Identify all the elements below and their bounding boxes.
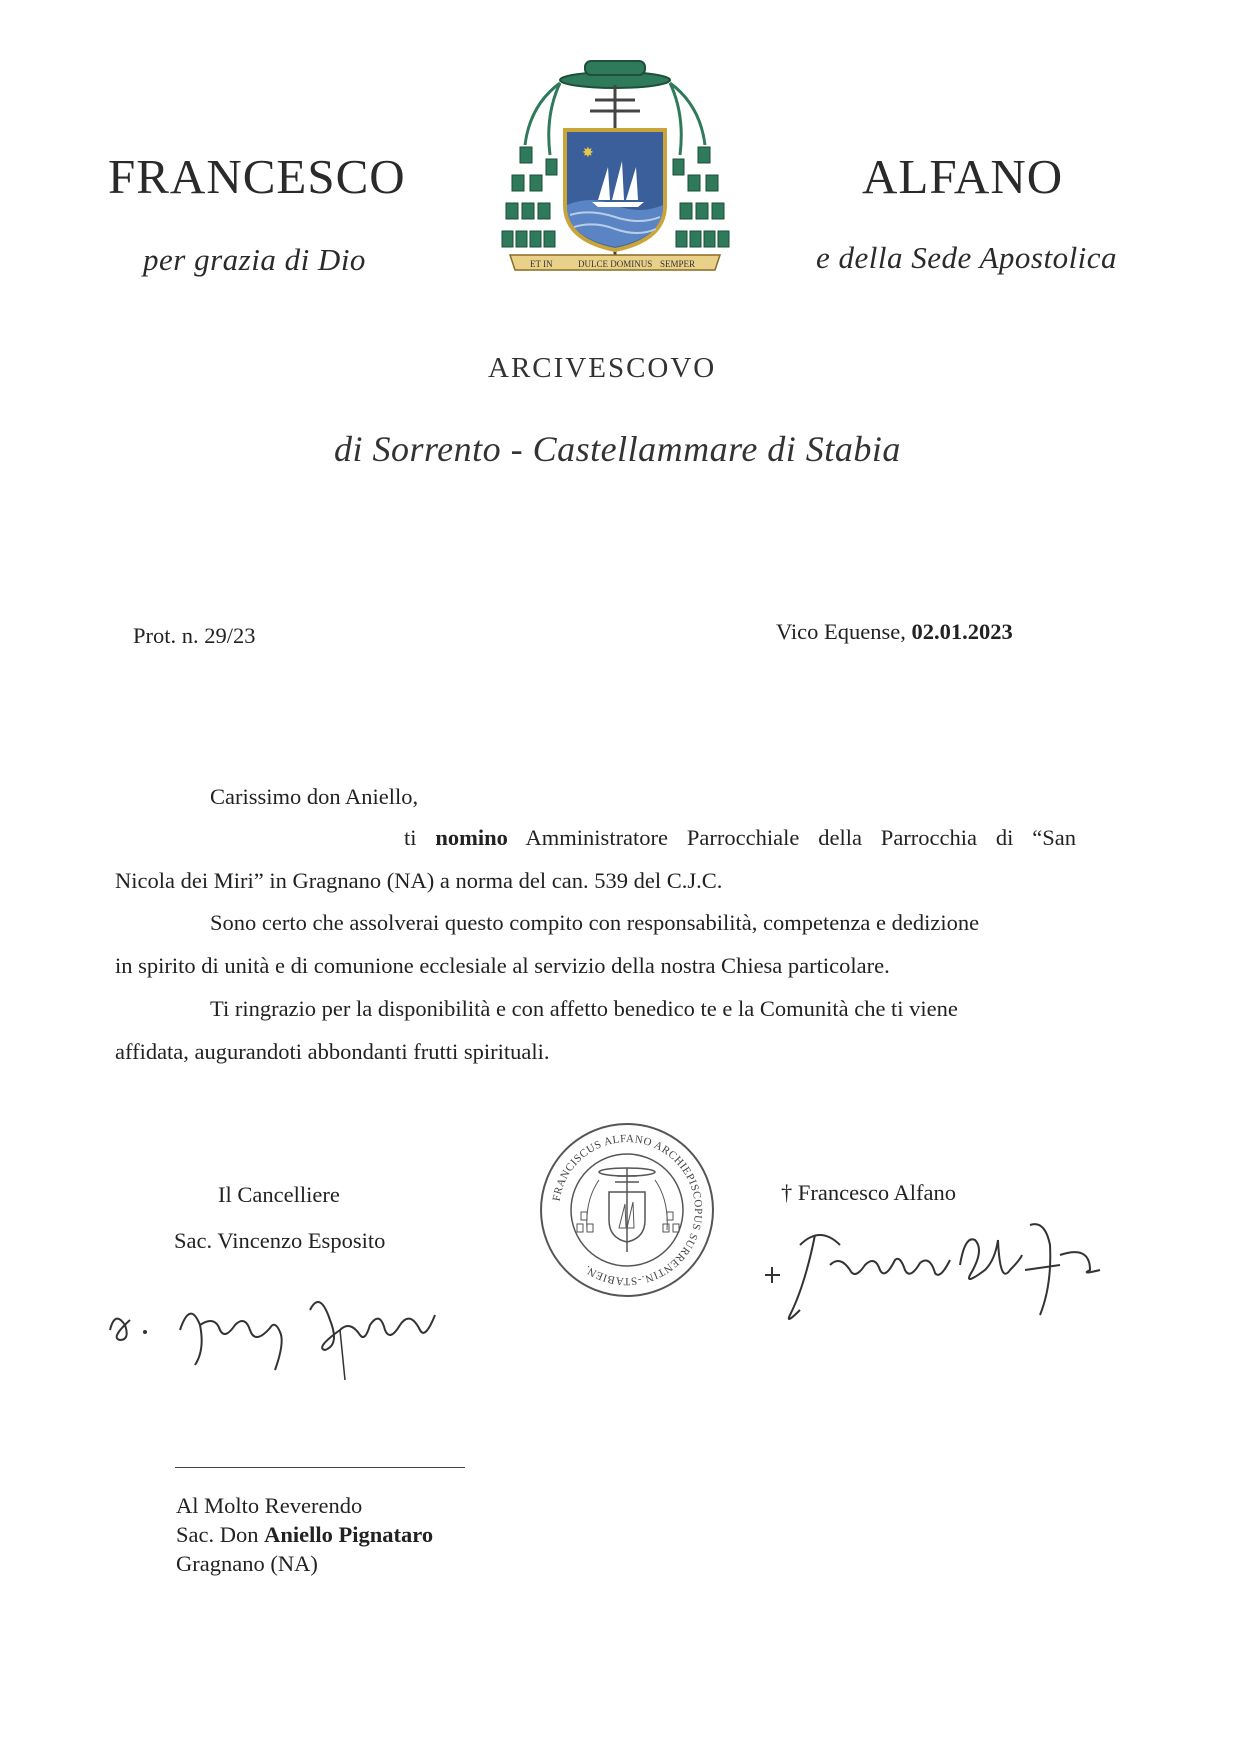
- date: 02.01.2023: [911, 619, 1013, 644]
- chancellor-name: Sac. Vincenzo Esposito: [174, 1228, 386, 1253]
- protocol-number: Prot. n. 29/23: [133, 623, 256, 648]
- recipient-divider: [175, 1467, 465, 1468]
- coat-of-arms: [500, 55, 730, 305]
- place: Vico Equense,: [776, 619, 912, 644]
- salutation: Carissimo don Aniello,: [210, 784, 419, 809]
- motto-center: DULCE DOMINUS: [578, 259, 653, 269]
- title-arcivescovo: ARCIVESCOVO: [488, 352, 717, 384]
- paragraph-1-line-2: Nicola dei Miri” in Gragnano (NA) a norma del can. 539 del C.J.C.: [115, 868, 723, 893]
- chancellor-signature: [100, 1270, 480, 1395]
- last-name: ALFANO: [862, 149, 1064, 204]
- recipient-line-2: [176, 1522, 433, 1548]
- recipient-line-3: Gragnano (NA): [176, 1551, 318, 1576]
- svg-text:✸: ✸: [582, 145, 594, 161]
- motto-right: SEMPER: [660, 259, 696, 269]
- seal-text: FRANCISCUS ALFANO ARCHIEPISCOPUS SURRENTIN.-STABIEN.: [550, 1132, 705, 1288]
- p1-rest: Amministratore Parrocchiale della Parrocchia di “San: [507, 825, 1076, 850]
- paragraph-1-line-1: [404, 825, 1076, 851]
- p1-ti: ti: [404, 825, 436, 850]
- recipient-name: Aniello Pignataro: [264, 1522, 434, 1547]
- archbishop-name: † Francesco Alfano: [781, 1180, 956, 1205]
- paragraph-3-line-1: Ti ringrazio per la disponibilità e con affetto benedico te e la Comunità che ti viene: [210, 996, 958, 1021]
- first-name: FRANCESCO: [108, 149, 406, 204]
- paragraph-2-line-1: Sono certo che assolverai questo compito con responsabilità, competenza e dedizione: [210, 910, 980, 935]
- chancellor-title: Il Cancelliere: [218, 1182, 340, 1207]
- archbishop-signature: [760, 1215, 1110, 1340]
- archbishop-seal: [537, 1120, 717, 1300]
- recipient-prefix: Sac. Don: [176, 1522, 265, 1547]
- paragraph-3-line-2: affidata, augurandoti abbondanti frutti spirituali.: [115, 1039, 550, 1064]
- left-subtitle: per grazia di Dio: [143, 242, 366, 277]
- motto-left: ET IN: [530, 259, 553, 269]
- right-subtitle: e della Sede Apostolica: [816, 240, 1118, 275]
- paragraph-2-line-2: in spirito di unità e di comunione ecclesiale al servizio della nostra Chiesa particolare.: [115, 953, 890, 978]
- recipient-line-1: Al Molto Reverendo: [176, 1493, 363, 1518]
- p1-nomino: nomino: [435, 825, 508, 850]
- place-date: [776, 619, 1013, 645]
- diocese-line: di Sorrento - Castellammare di Stabia: [334, 429, 901, 469]
